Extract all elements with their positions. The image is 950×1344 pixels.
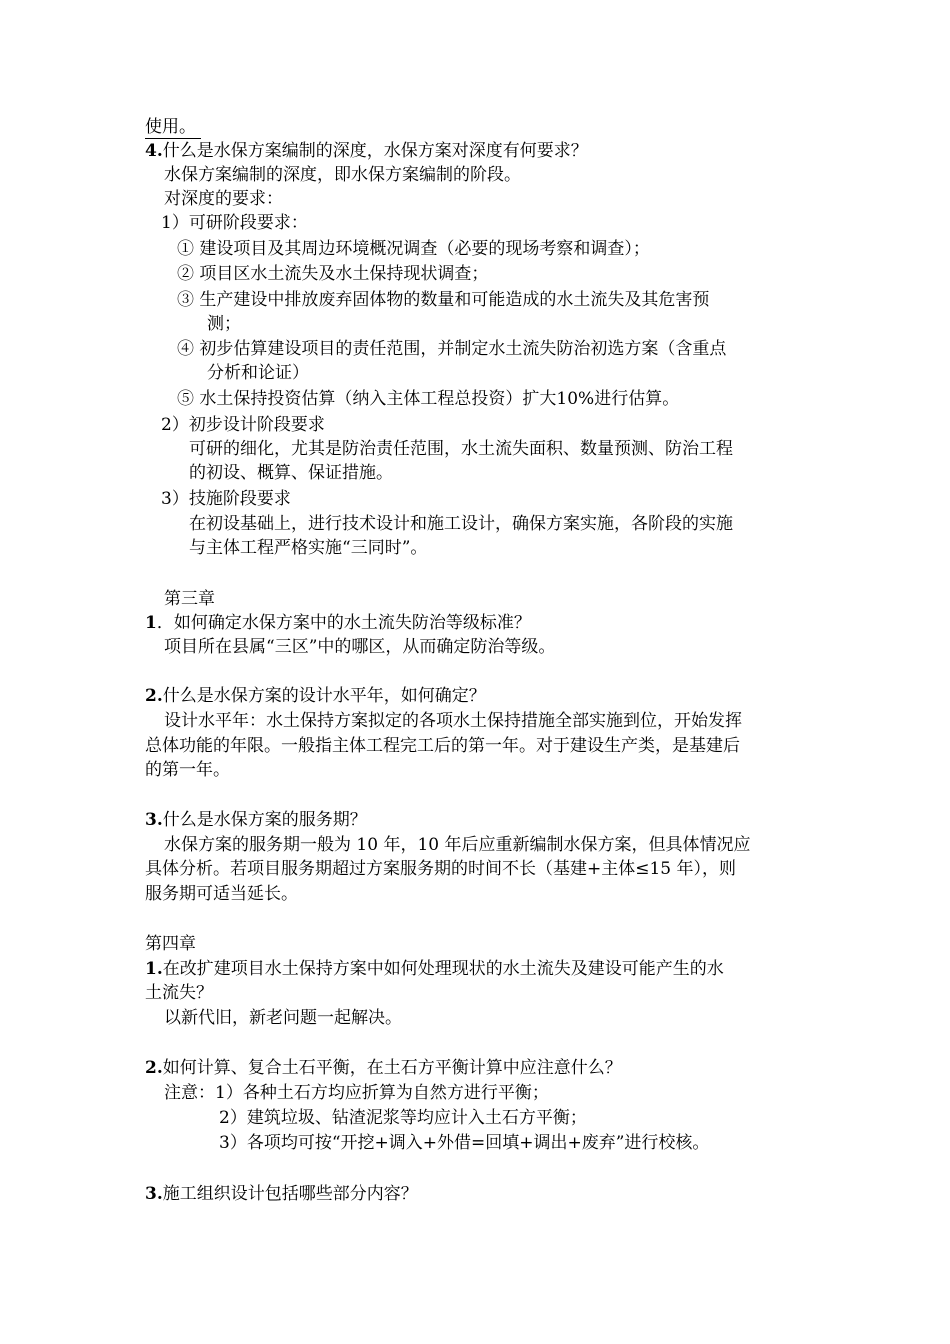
question-text: 什么是水保方案的服务期？: [162, 810, 367, 830]
text-line: 总体功能的年限。一般指主体工程完工后的第一年。对于建设生产类，是基建后: [145, 736, 740, 756]
question-text: ．如何确定水保方案中的水土流失防治等级标准？: [156, 613, 531, 633]
list-item: 注意：1）各种土石方均应折算为自然方进行平衡；: [164, 1083, 549, 1103]
question-heading: [145, 808, 367, 832]
question-text: 在改扩建项目水土保持方案中如何处理现状的水土流失及建设可能产生的水: [162, 959, 724, 979]
question-heading: [145, 139, 588, 163]
text-line: 以新代旧，新老问题一起解决。: [164, 1008, 402, 1028]
text-line: 的初设、概算、保证措施。: [189, 463, 393, 483]
question-heading: [145, 1056, 622, 1080]
text-line: 对深度的要求：: [164, 189, 283, 209]
text-line: 服务期可适当延长。: [145, 884, 298, 904]
list-item: ⑤ 水土保持投资估算（纳入主体工程总投资）扩大10%进行估算。: [177, 389, 680, 409]
text-line: 可研的细化，尤其是防治责任范围，水土流失面积、数量预测、防治工程: [189, 439, 733, 459]
question-heading: [145, 957, 724, 981]
list-item: 3）技施阶段要求: [161, 489, 291, 509]
list-item: ② 项目区水土流失及水土保持现状调查；: [177, 264, 489, 284]
list-item: 1）可研阶段要求：: [161, 213, 308, 233]
text-line: 水保方案编制的深度，即水保方案编制的阶段。: [164, 165, 521, 185]
list-item: ③ 生产建设中排放废弃固体物的数量和可能造成的水土流失及其危害预: [177, 290, 710, 310]
question-heading: [145, 684, 486, 708]
question-number: 4.: [145, 141, 163, 161]
question-number: 1: [145, 613, 157, 633]
question-number: 2.: [145, 1058, 163, 1078]
list-item: 2）初步设计阶段要求: [161, 415, 325, 435]
question-heading: [145, 611, 531, 635]
question-number: 3.: [145, 1184, 163, 1204]
list-item: 2）建筑垃圾、钻渣泥浆等均应计入土石方平衡；: [219, 1108, 587, 1128]
text-line: 使用。: [145, 117, 196, 137]
text-line: 分析和论证）: [207, 363, 309, 383]
question-number: 3.: [145, 810, 163, 830]
text-line: 设计水平年：水土保持方案拟定的各项水土保持措施全部实施到位，开始发挥: [164, 711, 742, 731]
question-heading: [145, 1182, 418, 1206]
question-text: 什么是水保方案的设计水平年，如何确定？: [162, 686, 486, 706]
text-line: 具体分析。若项目服务期超过方案服务期的时间不长（基建+主体≤15 年），则: [145, 859, 737, 879]
list-item: 3）各项均可按“开挖+调入+外借=回填+调出+废弃”进行校核。: [219, 1133, 710, 1153]
question-text: 如何计算、复合土石平衡，在土石方平衡计算中应注意什么？: [162, 1058, 622, 1078]
list-item: ④ 初步估算建设项目的责任范围，并制定水土流失防治初选方案（含重点: [177, 339, 727, 359]
text-line: 在初设基础上，进行技术设计和施工设计，确保方案实施，各阶段的实施: [189, 514, 733, 534]
text-line: 的第一年。: [145, 760, 230, 780]
chapter-heading: 第三章: [164, 589, 215, 609]
text-line: 与主体工程严格实施“三同时”。: [189, 538, 428, 558]
question-text: 施工组织设计包括哪些部分内容？: [162, 1184, 418, 1204]
question-text: 什么是水保方案编制的深度，水保方案对深度有何要求？: [162, 141, 588, 161]
question-number: 1.: [145, 959, 163, 979]
text-line: 测；: [207, 314, 241, 334]
chapter-heading: 第四章: [145, 934, 196, 954]
text-line: 土流失？: [145, 983, 213, 1003]
list-item: ① 建设项目及其周边环境概况调查（必要的现场考察和调查）；: [177, 239, 650, 259]
question-number: 2.: [145, 686, 163, 706]
text-line: 水保方案的服务期一般为 10 年，10 年后应重新编制水保方案，但具体情况应: [164, 835, 751, 855]
text-line: 项目所在县属“三区”中的哪区，从而确定防治等级。: [164, 637, 556, 657]
